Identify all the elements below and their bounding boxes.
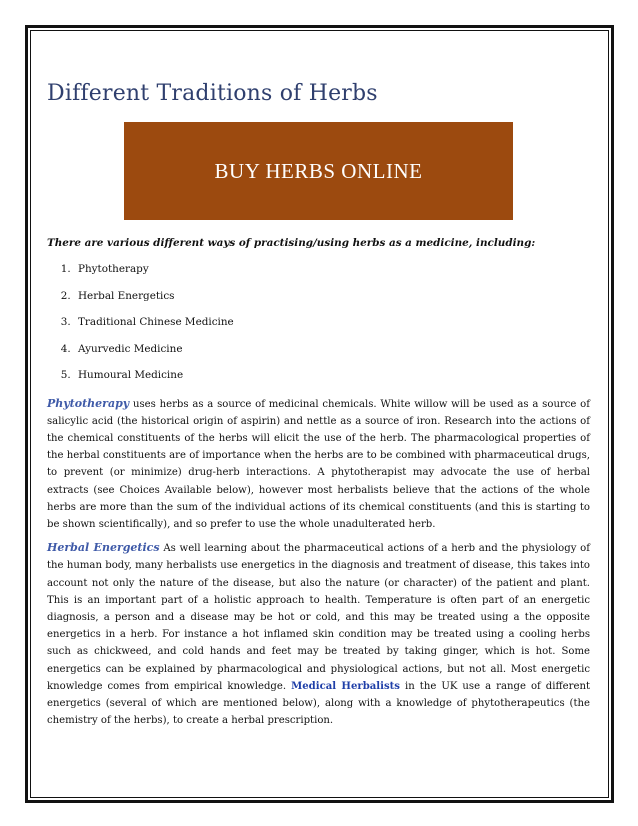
list-item: 2. Herbal Energetics xyxy=(74,283,590,310)
medical-herbalists-link[interactable]: Medical Herbalists xyxy=(291,680,400,692)
list-item: 5. Humoural Medicine xyxy=(74,362,590,389)
intro-text: There are various different ways of practising/using herbs as a medicine, including: xyxy=(47,237,536,249)
energetics-text-before: As well learning about the pharmaceutical actions of a herb and the physiology of the human body, many herbalists use energetics in the diagnosis and treatment of disease, this takes into account not only the nature of the disease, but also the nature (or character) of the patient and plant. This is an important part of a holistic approach to health. Temperature is often part of an energetic diagnosis, a person and a disease may be hot or cold, and this may be treated using a the opposite energetics in a herb. For instance a hot inflamed skin condition may be treated using a cooling herbs such as chickweed, and cold hands and feet may be treated by taking ginger, which is hot. Some energetics can be explained by pharmacological and physiological actions, but not all. Most energetic knowledge comes from empirical knowledge. xyxy=(47,543,590,692)
list-item: 4. Ayurvedic Medicine xyxy=(74,336,590,363)
list-item: 3. Traditional Chinese Medicine xyxy=(74,309,590,336)
buy-herbs-banner[interactable] xyxy=(124,122,513,220)
document-body xyxy=(47,78,590,729)
phytotherapy-text: uses herbs as a source of medicinal chemicals. White willow will be used as a source of salicylic acid (the historical origin of aspirin) and nettle as a source of iron. Research into the actions of the chemical constituents of the herbs will elicit the use of the herb. The pharmacological properties of the herbal constituents are of importance when the herbs are to be combined with pharmaceutical drugs, to prevent (or minimize) drug-herb interactions. A phytotherapist may advocate the use of herbal extracts (see Choices Available below), however most herbalists believe that the actions of the whole herbs are more than the sum of the individual actions of its chemical constituents (and this is starting to be shown scientifically), and so prefer to use the whole unadulterated herb. xyxy=(47,398,590,530)
energetics-text-after: in the UK use a range of different energetics (several of which are mentioned below), along with a knowledge of phytotherapeutics (the chemistry of the herbs), to create a herbal prescription. xyxy=(47,680,590,727)
traditions-list xyxy=(47,256,590,389)
list-item: 1. Phytotherapy xyxy=(74,256,590,283)
page-title: Different Traditions of Herbs xyxy=(47,81,378,106)
banner-text: BUY HERBS ONLINE xyxy=(214,158,423,183)
phytotherapy-heading: Phytotherapy xyxy=(47,396,130,410)
phytotherapy-paragraph xyxy=(47,395,590,534)
energetics-paragraph xyxy=(47,539,590,729)
energetics-heading: Herbal Energetics xyxy=(47,541,160,555)
